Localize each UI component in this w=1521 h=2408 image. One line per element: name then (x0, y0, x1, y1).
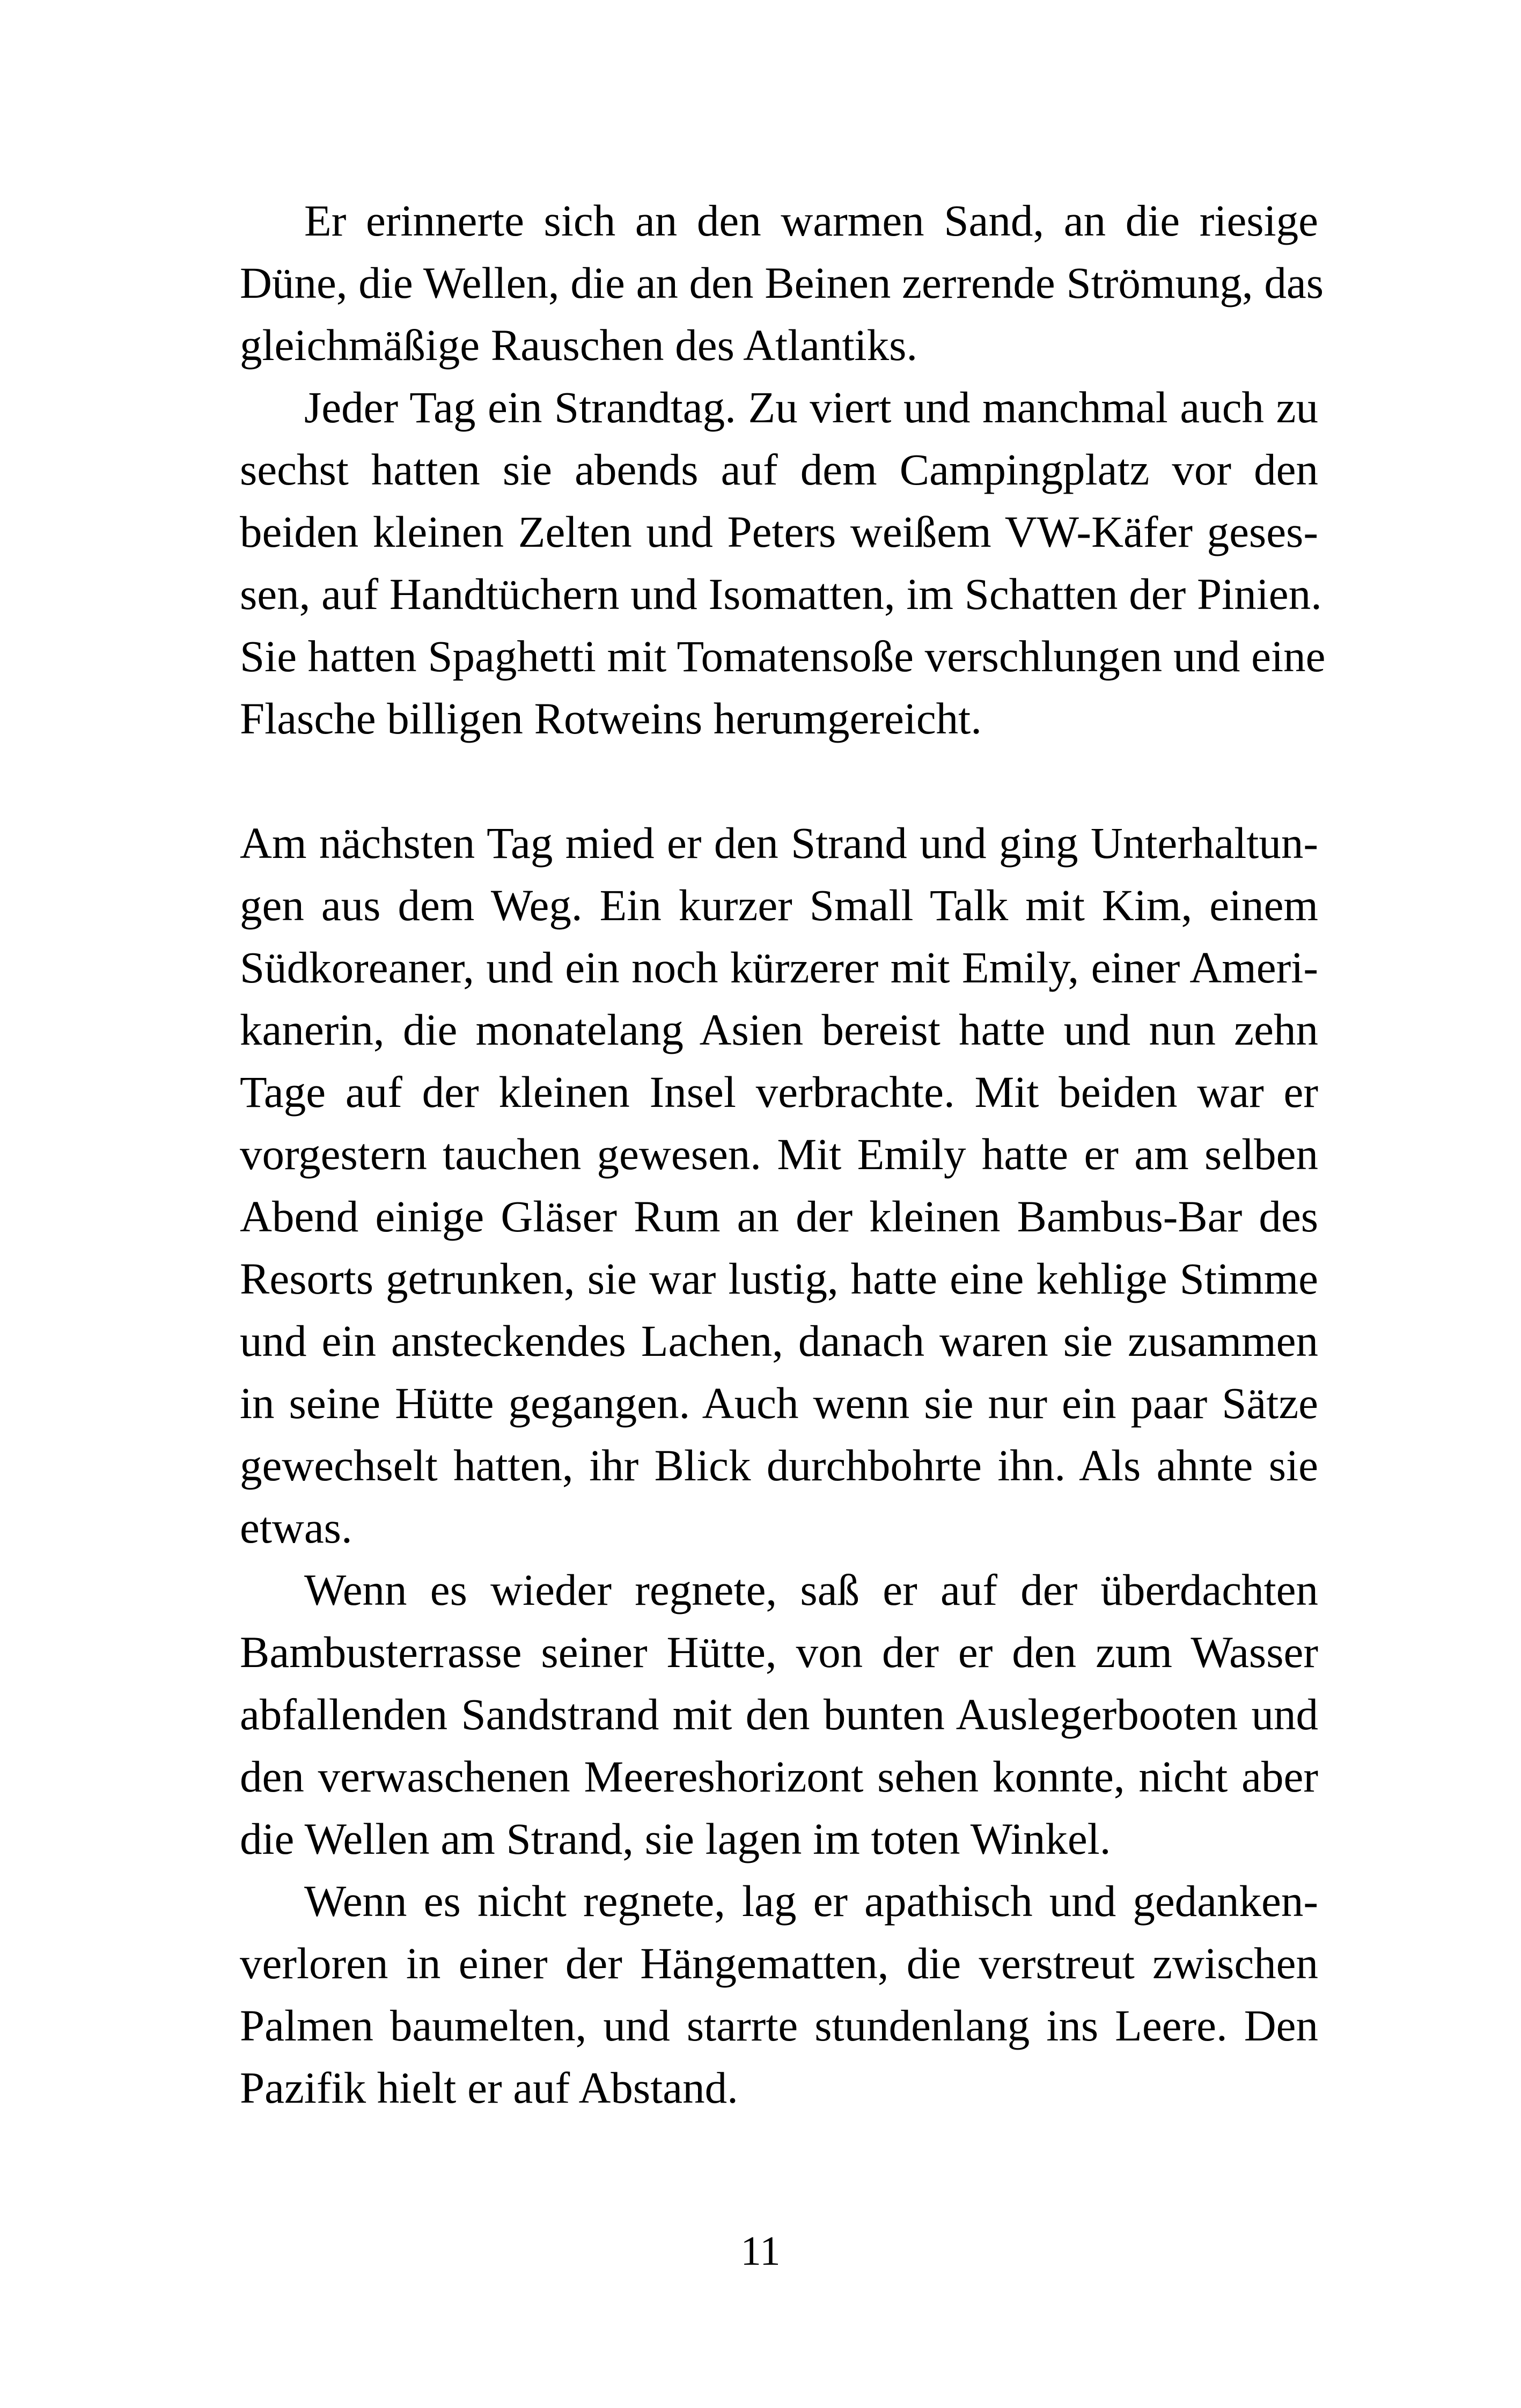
paragraph-2 (240, 376, 1326, 750)
paragraph-4 (240, 1559, 1318, 1870)
text-line: Tage auf der kleinen Insel verbrachte. Mit beiden war er (240, 1067, 1318, 1117)
text-line: Pazifik hielt er auf Abstand. (240, 2063, 738, 2112)
text-line: abfallenden Sandstrand mit den bunten Auslegerbooten und (240, 1690, 1318, 1739)
paragraph-1 (240, 189, 1324, 376)
text-line: sen, auf Handtüchern und Isomatten, im Schatten der Pinien. (240, 569, 1322, 619)
body-text (240, 189, 1326, 2119)
text-line: vorgestern tauchen gewesen. Mit Emily hatte er am selben (240, 1129, 1318, 1179)
text-line: Wenn es nicht regnete, lag er apathisch und gedanken- (304, 1876, 1318, 1926)
text-line: Am nächsten Tag mied er den Strand und ging Unterhaltun- (240, 818, 1318, 868)
text-line: gewechselt hatten, ihr Blick durchbohrte ihn. Als ahnte sie (240, 1441, 1318, 1490)
text-line: kanerin, die monatelang Asien bereist hatte und nun zehn (240, 1005, 1318, 1054)
text-line: in seine Hütte gegangen. Auch wenn sie nur ein paar Sätze (240, 1378, 1318, 1428)
text-line: gen aus dem Weg. Ein kurzer Small Talk mit Kim, einem (240, 880, 1318, 930)
text-line: Südkoreaner, und ein noch kürzerer mit Emily, einer Ameri- (240, 943, 1318, 992)
section-break (240, 750, 1318, 812)
text-line: beiden kleinen Zelten und Peters weißem VW-Käfer geses- (240, 507, 1318, 556)
text-line: verloren in einer der Hängematten, die verstreut zwischen (240, 1939, 1318, 1988)
text-line: Sie hatten Spaghetti mit Tomatensoße verschlungen und eine (240, 632, 1326, 681)
paragraph-3 (240, 812, 1318, 1559)
text-line: Flasche billigen Rotweins herumgereicht. (240, 694, 982, 743)
text-line: Jeder Tag ein Strandtag. Zu viert und manchmal auch zu (304, 383, 1318, 432)
text-line: den verwaschenen Meereshorizont sehen konnte, nicht aber (240, 1752, 1318, 1801)
text-line: gleichmäßige Rauschen des Atlantiks. (240, 320, 918, 370)
text-line: etwas. (240, 1503, 352, 1552)
text-line: die Wellen am Strand, sie lagen im toten Winkel. (240, 1814, 1111, 1863)
paragraph-5 (240, 1870, 1318, 2119)
text-line: Bambusterrasse seiner Hütte, von der er den zum Wasser (240, 1627, 1318, 1677)
page-number: 11 (740, 2228, 781, 2274)
text-line: Palmen baumelten, und starrte stundenlang ins Leere. Den (240, 2001, 1318, 2050)
text-line: Resorts getrunken, sie war lustig, hatte eine kehlige Stimme (240, 1254, 1318, 1303)
text-line: Abend einige Gläser Rum an der kleinen Bambus-Bar des (240, 1192, 1318, 1241)
text-line: und ein ansteckendes Lachen, danach waren sie zusammen (240, 1316, 1318, 1365)
text-line: Er erinnerte sich an den warmen Sand, an die riesige (304, 196, 1318, 245)
text-line: Wenn es wieder regnete, saß er auf der überdachten (304, 1565, 1318, 1614)
text-line: Düne, die Wellen, die an den Beinen zerrende Strömung, das (240, 258, 1324, 307)
text-line: sechst hatten sie abends auf dem Campingplatz vor den (240, 445, 1318, 494)
